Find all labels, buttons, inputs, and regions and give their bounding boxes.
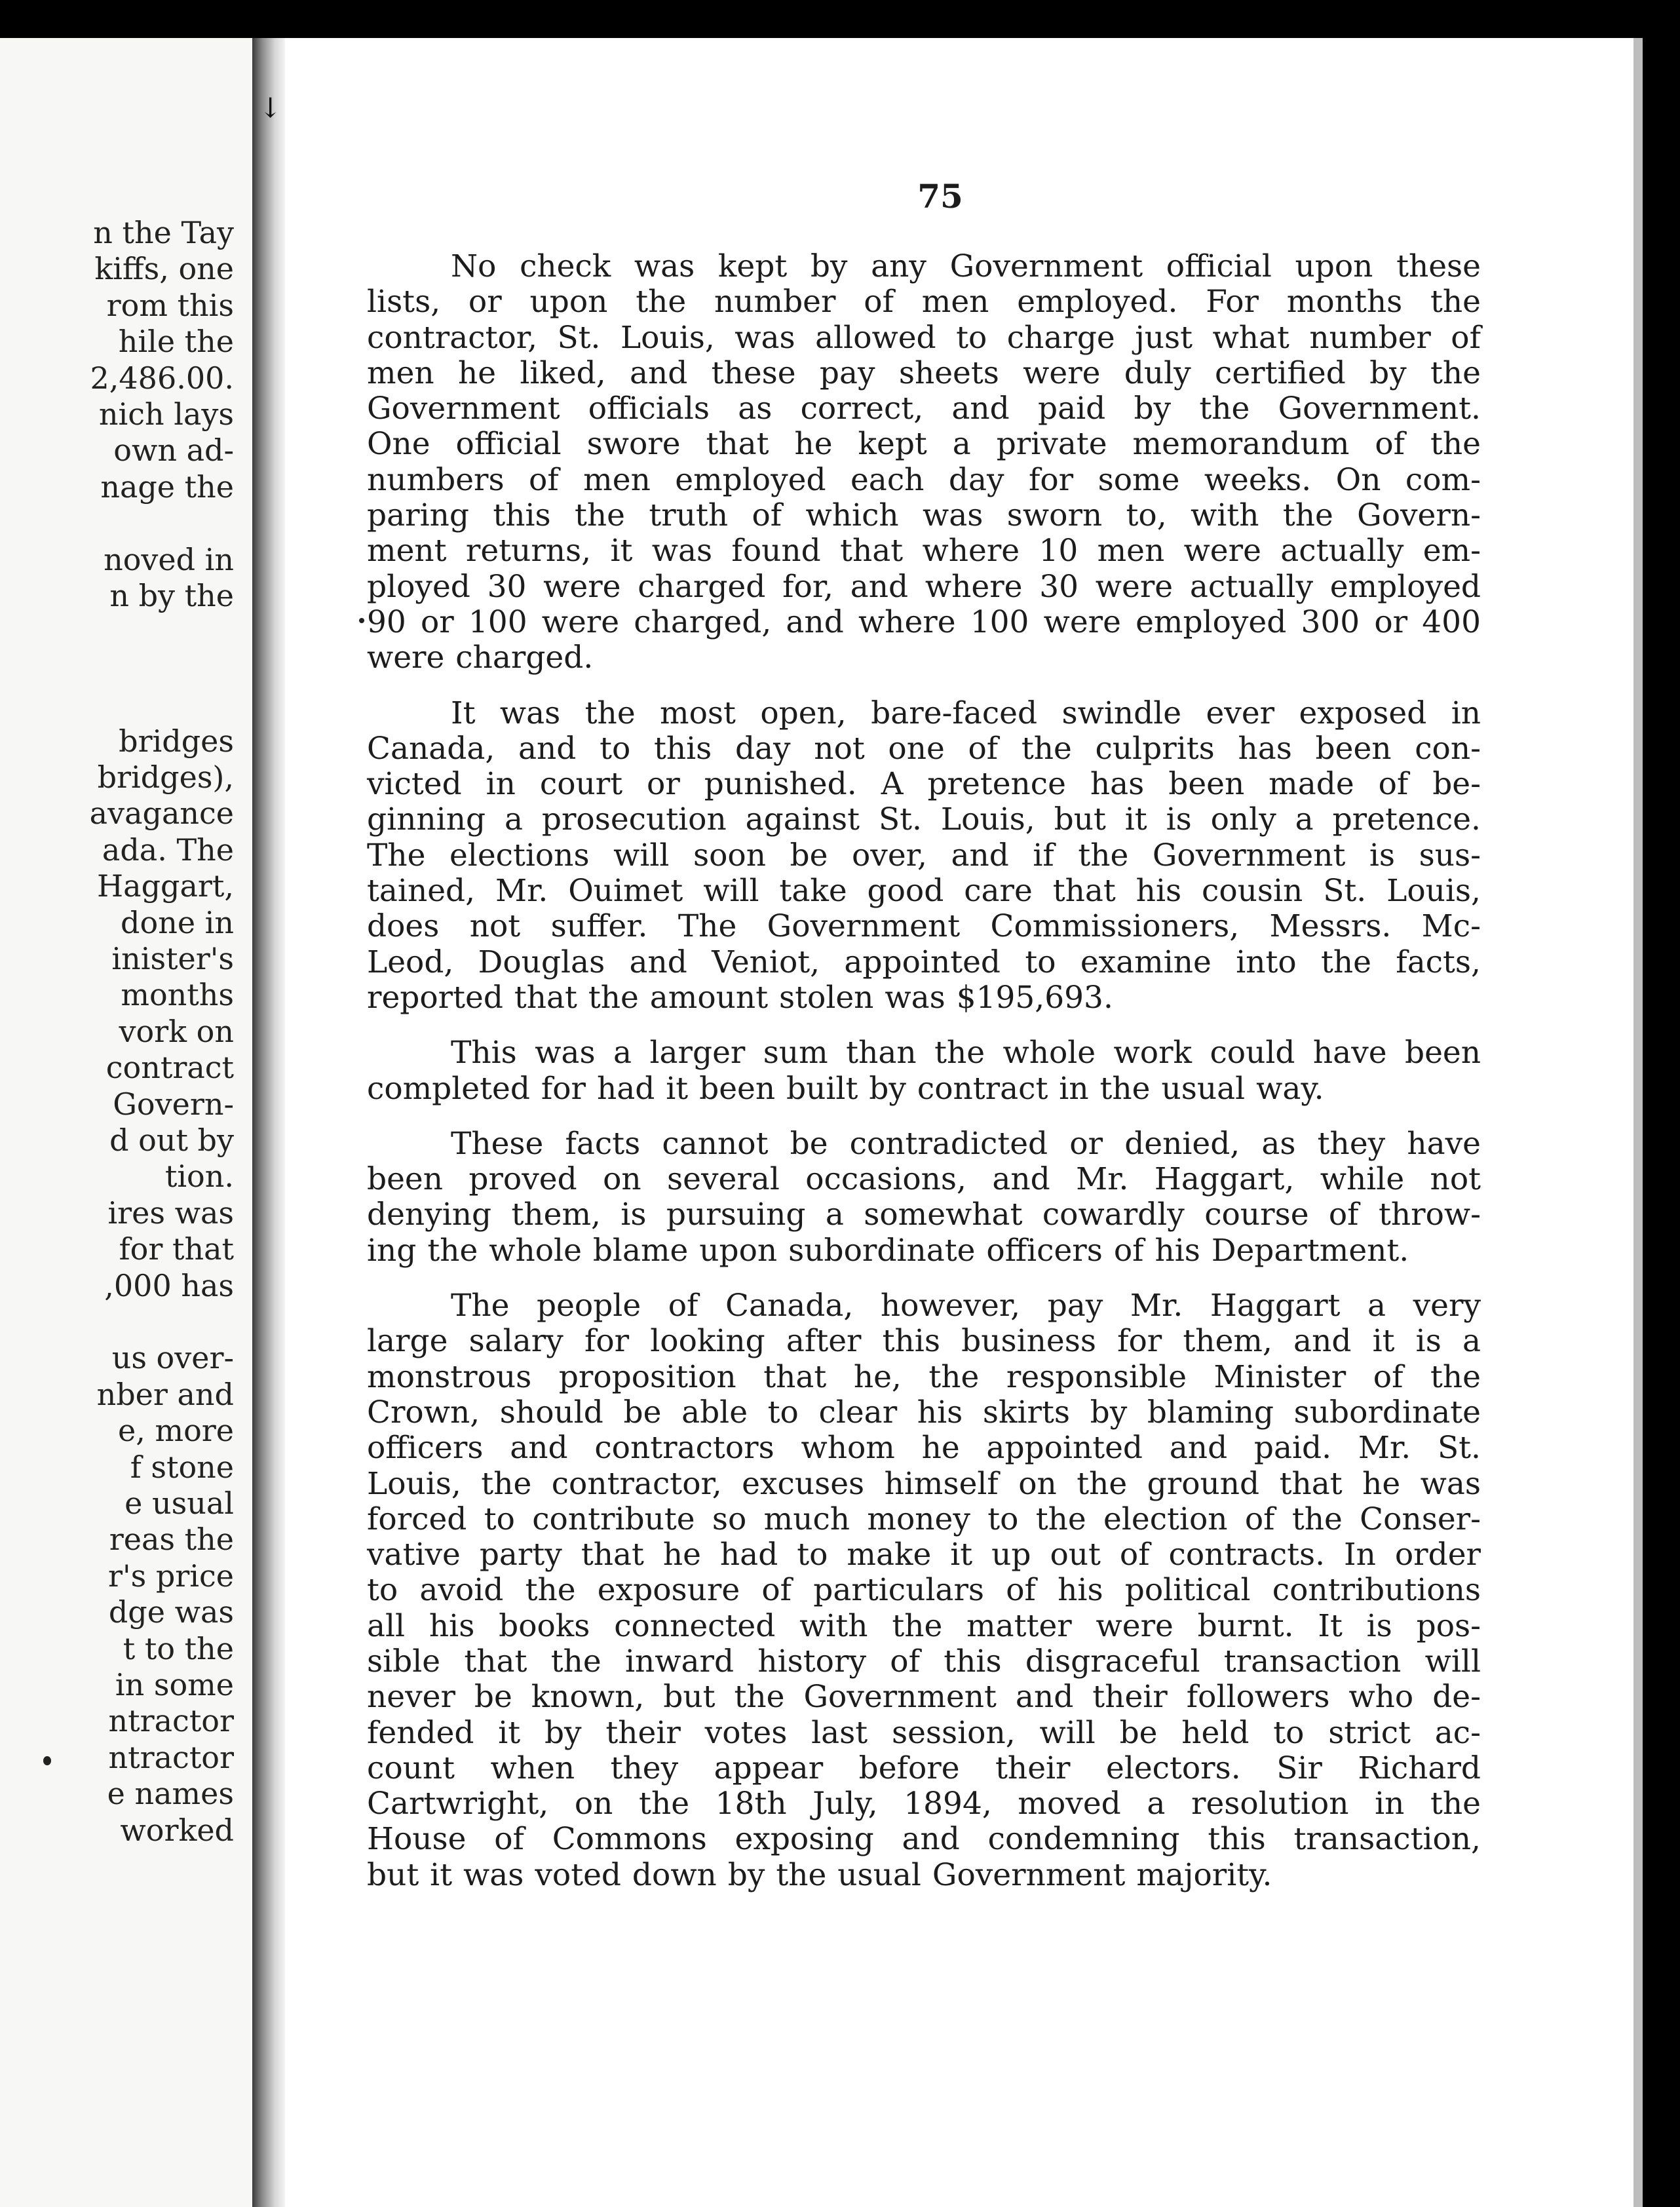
left-page-fragment: [0, 38, 252, 2207]
text-line: 90 or 100 were charged, and where 100 were employed 300 or 400: [367, 604, 1481, 640]
text-line: The elections will soon be over, and if the Government is sus-: [367, 837, 1481, 873]
text-line: but it was voted down by the usual Government majority.: [367, 1856, 1272, 1893]
text-line: completed for had it been built by contract in the usual way.: [367, 1070, 1324, 1107]
text-line: victed in court or punished. A pretence has been made of be-: [367, 766, 1481, 803]
page-edge: [1633, 38, 1643, 2207]
left-page-line: vork on: [119, 1013, 234, 1049]
left-page-line: hile the: [118, 324, 234, 360]
left-page-line: us over-: [111, 1340, 234, 1376]
text-line: contractor, St. Louis, was allowed to charge just what number of: [367, 319, 1481, 356]
text-line: ing the whole blame upon subordinate officers of his Department.: [367, 1232, 1409, 1269]
text-line: Canada, and to this day not one of the culprits has been con-: [367, 730, 1481, 767]
text-line: numbers of men employed each day for some weeks. On com-: [367, 461, 1481, 498]
left-page-line: own ad-: [113, 432, 234, 469]
left-page-line: rom this: [106, 287, 234, 323]
left-page-line: nich lays: [98, 396, 234, 432]
text-line: ment returns, it was found that where 10 men were actually em-: [367, 533, 1481, 569]
text-line: House of Commons exposing and condemning this transaction,: [367, 1821, 1481, 1858]
text-line: One official swore that he kept a private memorandum of the: [367, 426, 1481, 463]
ink-spot: [43, 1756, 51, 1765]
text-line: These facts cannot be contradicted or denied, as they have: [451, 1125, 1481, 1162]
left-page-line: avagance: [89, 796, 234, 832]
left-page-line: contract: [105, 1050, 234, 1086]
text-line: sible that the inward history of this disgraceful transaction will: [367, 1643, 1481, 1679]
paragraph-1: [367, 249, 1481, 676]
text-line: to avoid the exposure of particulars of his political contributions: [367, 1572, 1481, 1609]
scan-top-border: [0, 0, 1680, 38]
text-line: does not suffer. The Government Commissioners, Messrs. Mc-: [367, 908, 1481, 945]
left-page-line: worked: [120, 1812, 234, 1848]
text-line: Leod, Douglas and Veniot, appointed to examine into the facts,: [367, 944, 1481, 980]
left-page-line: dge was: [108, 1594, 234, 1630]
text-line: forced to contribute so much money to the election of the Conser-: [367, 1501, 1481, 1537]
text-line: vative party that he had to make it up out of contracts. In order: [367, 1537, 1481, 1573]
paragraph-2: [367, 696, 1481, 1016]
text-line: never be known, but the Government and their followers who de-: [367, 1679, 1481, 1716]
paragraph-4: [367, 1126, 1481, 1269]
text-line: ginning a prosecution against St. Louis, but it is only a pretence.: [367, 801, 1481, 838]
text-line: were charged.: [367, 640, 594, 676]
text-line: Louis, the contractor, excuses himself on the ground that he was: [367, 1465, 1481, 1502]
text-line: large salary for looking after this business for them, and it is a: [367, 1323, 1481, 1360]
left-page-line: e usual: [124, 1486, 234, 1521]
left-page-line: 2,486.00.: [90, 360, 234, 396]
left-page-line: Govern-: [113, 1086, 234, 1122]
book-gutter: [252, 38, 285, 2207]
text-line: This was a larger sum than the whole work could have been: [451, 1035, 1481, 1071]
text-line: fended it by their votes last session, will be held to strict ac-: [367, 1714, 1481, 1751]
text-line: No check was kept by any Government official upon these: [451, 248, 1481, 284]
left-page-line: e names: [107, 1776, 234, 1812]
left-page-line: n by the: [109, 578, 234, 613]
left-page-line: Haggart,: [97, 868, 234, 904]
left-page-line: nage the: [100, 469, 234, 505]
text-line: Government officials as correct, and paid by the Government.: [367, 391, 1481, 427]
left-page-line: d out by: [109, 1123, 234, 1158]
left-page-line: reas the: [109, 1522, 234, 1558]
text-line: been proved on several occasions, and Mr. Haggart, while not: [367, 1161, 1481, 1198]
left-page-line: ntractor: [108, 1739, 234, 1775]
text-line: count when they appear before their electors. Sir Richard: [367, 1750, 1481, 1786]
text-line: ployed 30 were charged for, and where 30 were actually employed: [367, 568, 1481, 605]
paragraph-3: [367, 1035, 1481, 1107]
left-page-line: noved in: [104, 541, 234, 577]
text-line: The people of Canada, however, pay Mr. Haggart a very: [451, 1288, 1481, 1324]
left-page-line: f stone: [130, 1449, 234, 1485]
left-page-line: e, more: [118, 1413, 234, 1449]
text-line: It was the most open, bare-faced swindle ever exposed in: [451, 695, 1481, 731]
left-page-line: n the Tay: [93, 215, 234, 250]
margin-dot: [359, 618, 364, 623]
text-line: denying them, is pursuing a somewhat cowardly course of throw-: [367, 1197, 1481, 1233]
text-line: reported that the amount stolen was $195,693.: [367, 979, 1113, 1016]
text-line: tained, Mr. Ouimet will take good care that his cousin St. Louis,: [367, 873, 1481, 910]
left-page-line: ada. The: [102, 832, 234, 868]
left-page-line: for that: [119, 1231, 234, 1267]
gutter-mark: ↓: [259, 92, 282, 124]
body-text: [367, 249, 1481, 1913]
paragraph-5: [367, 1288, 1481, 1893]
page-number: 75: [917, 177, 963, 216]
left-page-line: ires was: [107, 1195, 234, 1231]
text-line: lists, or upon the number of men employed. For months the: [367, 284, 1481, 320]
left-page-line: in some: [115, 1667, 234, 1702]
left-page-line: nber and: [96, 1376, 234, 1412]
left-page-line: tion.: [164, 1159, 234, 1195]
text-line: Cartwright, on the 18th July, 1894, moved a resolution in the: [367, 1786, 1481, 1822]
left-page-line: months: [121, 977, 234, 1013]
text-line: men he liked, and these pay sheets were duly certified by the: [367, 355, 1481, 391]
text-line: officers and contractors whom he appointed and paid. Mr. St.: [367, 1430, 1481, 1467]
text-line: Crown, should be able to clear his skirts by blaming subordinate: [367, 1394, 1481, 1430]
left-page-line: inister's: [111, 941, 234, 976]
left-page-line: ntractor: [108, 1703, 234, 1739]
text-line: monstrous proposition that he, the responsible Minister of the: [367, 1358, 1481, 1395]
text-line: all his books connected with the matter were burnt. It is pos-: [367, 1607, 1481, 1644]
left-page-line: t to the: [123, 1630, 234, 1666]
left-page-line: bridges),: [97, 759, 234, 795]
left-page-line: done in: [121, 904, 234, 940]
left-page-line: kiffs, one: [94, 251, 234, 287]
left-page-line: bridges: [119, 723, 234, 759]
left-page-line: r's price: [108, 1558, 234, 1594]
left-page-line: ,000 has: [104, 1267, 234, 1303]
text-line: paring this the truth of which was sworn to, with the Govern-: [367, 497, 1481, 534]
